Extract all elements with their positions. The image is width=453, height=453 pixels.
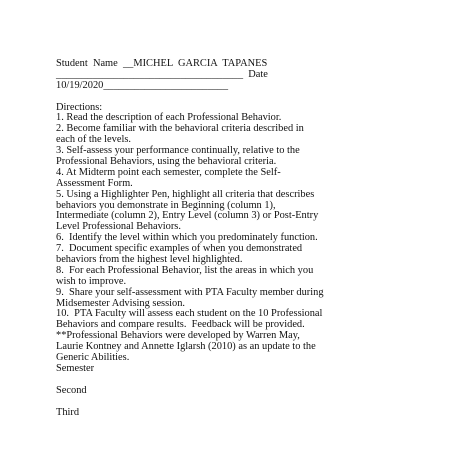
direction-line-2: 2. Become familiar with the behavioral criteria described in	[56, 123, 304, 135]
direction-line-13: 7. Document specific examples of when you demonstrated	[56, 243, 303, 255]
date-value-line: 10/19/2020________________________	[56, 79, 229, 91]
spacer	[56, 92, 436, 103]
third-label: Third	[56, 406, 80, 418]
direction-line-3: each of the levels.	[56, 134, 132, 146]
semester-label: Semester	[56, 362, 95, 374]
direction-line-18: Midsemester Advising session.	[56, 297, 186, 309]
direction-line-19: 10. PTA Faculty will assess each student on the 10 Professional	[56, 308, 323, 320]
direction-line-22: Laurie Kontney and Annette Iglarsh (2010) as an update to the	[56, 341, 316, 353]
document-text	[56, 59, 436, 418]
directions-title: Directions:	[56, 101, 103, 113]
date-line: ____________________________________ Date	[56, 68, 268, 80]
spacer	[56, 397, 436, 408]
student-name-line: Student Name __MICHEL GARCIA TAPANES	[56, 58, 268, 69]
spacer	[56, 375, 436, 386]
direction-line-7: Assessment Form.	[56, 177, 133, 189]
direction-line-15: 8. For each Professional Behavior, list the areas in which you	[56, 264, 314, 276]
direction-line-5: Professional Behaviors, using the behavioral criteria.	[56, 156, 277, 168]
direction-line-9: behaviors you demonstrate in Beginning (column 1),	[56, 199, 276, 211]
direction-line-4: 3. Self-assess your performance continually, relative to the	[56, 145, 300, 157]
direction-line-23: Generic Abilities.	[56, 352, 130, 364]
direction-line-11: Level Professional Behaviors.	[56, 221, 181, 233]
direction-line-16: wish to improve.	[56, 275, 127, 287]
direction-line-17: 9. Share your self-assessment with PTA Faculty member during	[56, 286, 324, 298]
direction-line-1: 1. Read the description of each Professional Behavior.	[56, 112, 282, 124]
direction-line-6: 4. At Midterm point each semester, complete the Self-	[56, 166, 281, 178]
direction-line-20: Behaviors and compare results. Feedback will be provided.	[56, 319, 305, 331]
direction-line-12: 6. Identify the level within which you predominately function.	[56, 232, 318, 244]
direction-line-21: **Professional Behaviors were developed by Warren May,	[56, 330, 300, 342]
direction-line-14: behaviors from the highest level highlighted.	[56, 254, 243, 266]
direction-line-8: 5. Using a Highlighter Pen, highlight all criteria that describes	[56, 188, 315, 200]
direction-line-10: Intermediate (column 2), Entry Level (column 3) or Post-Entry	[56, 210, 319, 222]
second-label: Second	[56, 384, 87, 396]
